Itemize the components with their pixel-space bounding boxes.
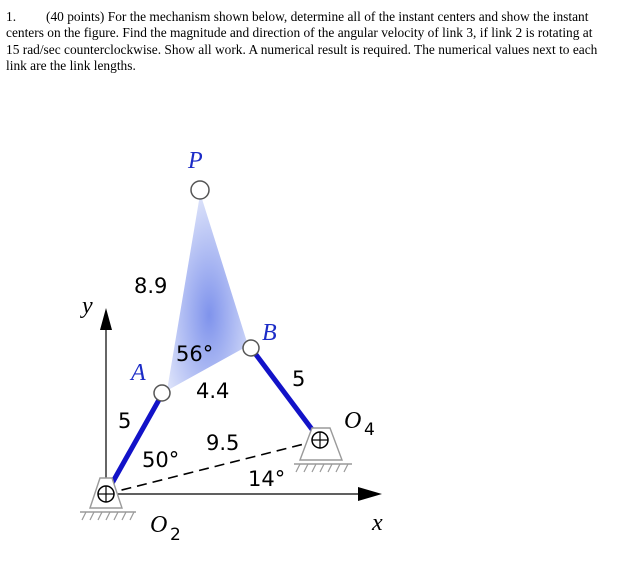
angle-link2: 50° xyxy=(142,448,180,472)
label-a: A xyxy=(131,360,146,386)
length-ab: 4.4 xyxy=(196,379,230,403)
label-y-axis: y xyxy=(82,293,93,319)
link-4 xyxy=(254,352,320,440)
label-x-axis: x xyxy=(372,510,383,536)
length-o2a: 5 xyxy=(118,409,132,433)
link-2 xyxy=(106,398,160,494)
svg-text:O: O xyxy=(150,512,168,538)
svg-text:4: 4 xyxy=(364,420,375,440)
problem-number: 1. xyxy=(6,9,17,24)
joint-p xyxy=(191,181,209,199)
label-p: P xyxy=(188,148,203,174)
angle-at-a: 56° xyxy=(176,342,214,366)
length-ap: 8.9 xyxy=(134,274,168,298)
length-o2o4: 9.5 xyxy=(206,431,240,455)
label-b: B xyxy=(262,320,277,346)
label-o4 xyxy=(344,408,375,440)
svg-text:O: O xyxy=(344,408,362,434)
problem-text: (40 points) For the mechanism shown below, determine all of the instant centers and show the instant centers on the figure. Find the magnitude and direction of the angular velocity of link 3, if link 2 is rotating at 15 rad/sec counterclockwise. Show all work. A numerical result is required. The numerical values next to each link are the link lengths. xyxy=(6,9,598,74)
pin-joint-o2-icon xyxy=(98,486,114,502)
y-axis-arrow xyxy=(100,308,112,330)
joint-a xyxy=(154,385,170,401)
svg-text:2: 2 xyxy=(170,525,181,545)
x-axis-arrow xyxy=(358,487,382,501)
angle-ground: 14° xyxy=(248,467,286,491)
length-bo4: 5 xyxy=(292,367,306,391)
pin-joint-o4-icon xyxy=(312,432,328,448)
joint-b xyxy=(243,340,259,356)
label-o2 xyxy=(150,512,181,545)
